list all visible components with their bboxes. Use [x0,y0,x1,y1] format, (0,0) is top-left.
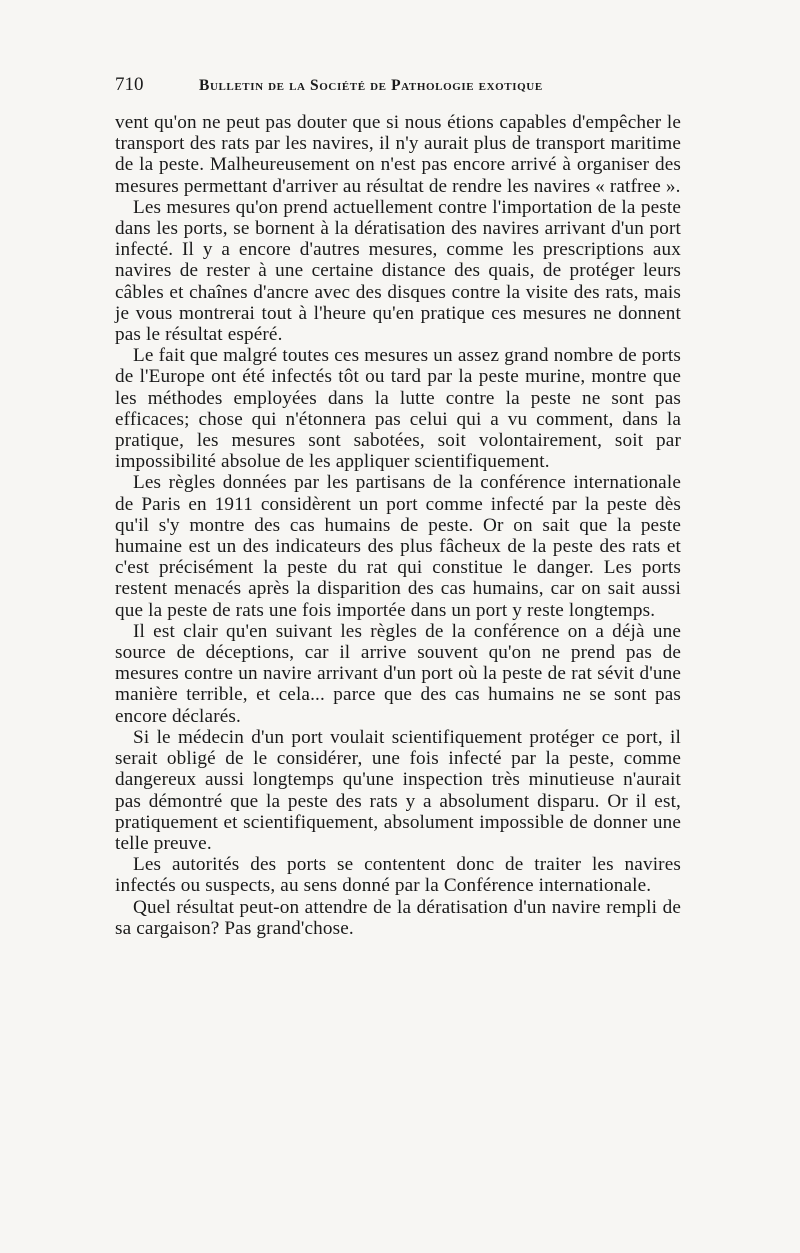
paragraph: Il est clair qu'en suivant les règles de la conférence on a déjà une source de déceptions, car il arrive souvent qu'on ne prend pas de mesures contre un navire arrivant d'un port où la peste de rat sévit d'une manière terrible, et cela... parce que des cas humains ne se sont pas encore déclarés. [115,620,681,727]
journal-title: Bulletin de la Société de Pathologie exotique [199,77,543,94]
paragraph: Les règles données par les partisans de la conférence internationale de Paris en 1911 considèrent un port comme infecté par la peste dès qu'il s'y montre des cas humains de peste. Or on sait que la peste humaine est un des indicateurs des plus fâcheux de la peste des rats et c'est précisément la peste du rat qui constitue le danger. Les ports restent menacés après la disparition des cas humains, car on sait aussi que la peste de rats une fois importée dans un port y reste longtemps. [115,472,681,621]
paragraph: Le fait que malgré toutes ces mesures un assez grand nombre de ports de l'Europe ont été infectés tôt ou tard par la peste murine, montre que les méthodes employées dans la lutte contre la peste ne sont pas efficaces; chose qui n'étonnera pas celui qui a vu comment, dans la pratique, les mesures sont sabotées, soit volontairement, soit par impossibilité absolue de les appliquer scientifiquement. [115,345,681,473]
running-head [115,74,681,100]
body-text [115,112,681,939]
paragraph: Les mesures qu'on prend actuellement contre l'importation de la peste dans les ports, se bornent à la dératisation des navires arrivant d'un port infecté. Il y a encore d'autres mesures, comme les prescriptions aux navires de rester à une certaine distance des quais, de protéger leurs câbles et chaînes d'ancre avec des disques contre la visite des rats, mais je vous montrerai tout à l'heure qu'en pratique ces mesures ne donnent pas le résultat espéré. [115,196,681,346]
paragraph: vent qu'on ne peut pas douter que si nous étions capables d'empêcher le transport des rats par les navires, il n'y aurait plus de transport maritime de la peste. Malheureusement on n'est pas encore arrivé à organiser des mesures permettant d'arriver au résultat de rendre les navires « ratfree ». [115,112,681,197]
paragraph: Les autorités des ports se contentent donc de traiter les navires infectés ou suspects, au sens donné par la Conférence internationale. [115,854,681,897]
paragraph: Quel résultat peut-on attendre de la dératisation d'un navire rempli de sa cargaison? Pas grand'chose. [115,896,681,939]
page [115,74,681,939]
page-number: 710 [115,74,144,95]
paragraph: Si le médecin d'un port voulait scientifiquement protéger ce port, il serait obligé de le considérer, une fois infecté par la peste, comme dangereux aussi longtemps qu'une inspection très minutieuse n'aurait pas démontré que la peste des rats y a absolument disparu. Or il est, pratiquement et scientifiquement, absolument impossible de donner une telle preuve. [115,726,681,854]
